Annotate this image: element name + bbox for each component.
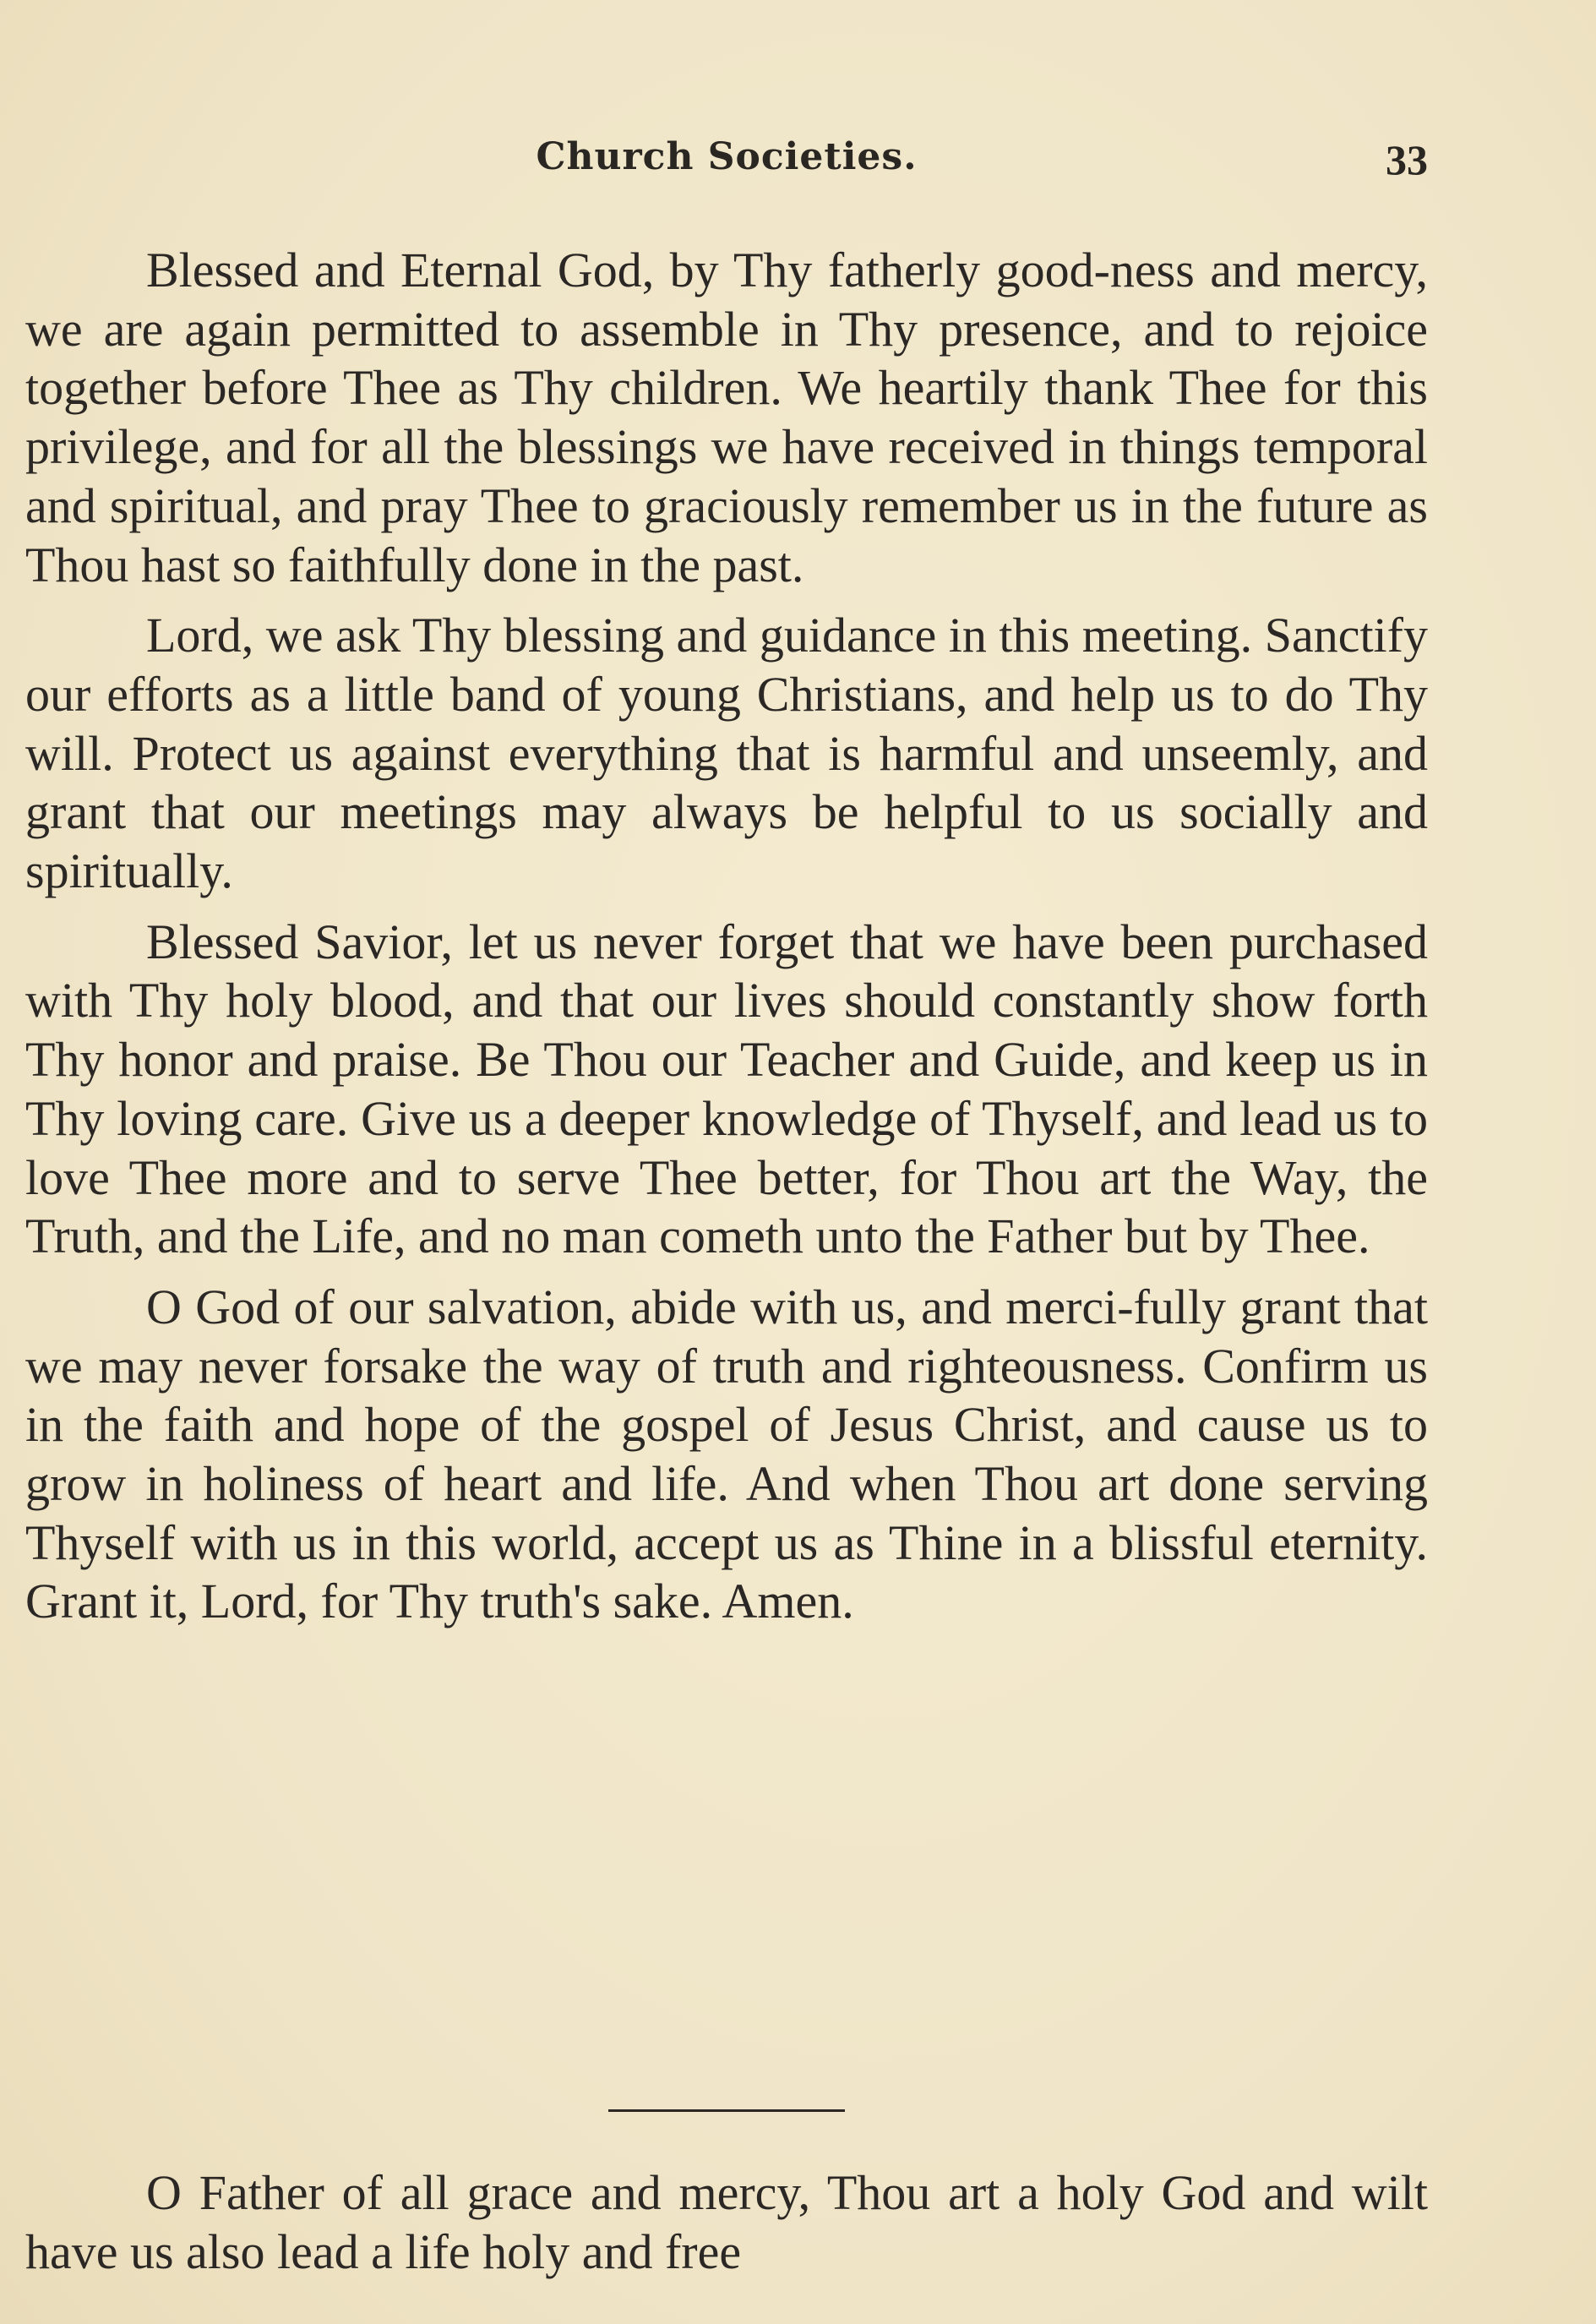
prayer-text-continued [25,2163,1428,2293]
running-head [25,135,1428,203]
prayer-text [25,241,1428,1643]
paragraph: Blessed Savior, let us never forget that we have been purchased with Thy holy blood, and that our lives should constantly show forth Thy honor and praise. Be Thou our Teacher and Guide, and keep us in Thy loving care. Give us a deeper knowledge of Thyself, and lead us to love Thee more and to serve Thee better, for Thou art the Way, the Truth, and the Life, and no man cometh unto the Father but by Thee. [25,914,1428,1264]
section-divider [608,2109,845,2112]
page-number: 33 [1386,136,1428,183]
running-title: Church Societies. [536,135,918,178]
paragraph: O Father of all grace and mercy, Thou art a holy God and wilt have us also lead a life holy and free [25,2165,1428,2279]
paragraph: Lord, we ask Thy blessing and guidance in this meeting. Sanctify our efforts as a little band of young Christians, and help us to do Thy will. Protect us against everything that is harmful and unseemly, and grant that our meetings may always be helpful to us socially and spiritually. [25,608,1428,899]
paragraph: O God of our salvation, abide with us, and merci-fully grant that we may never forsake the way of truth and righteousness. Confirm us in the faith and hope of the gospel of Jesus Christ, and cause us to grow in holiness of heart and life. And when Thou art done serving Thyself with us in this world, accept us as Thine in a blissful eternity. Grant it, Lord, for Thy truth's sake. Amen. [25,1279,1428,1629]
paragraph: Blessed and Eternal God, by Thy fatherly good-ness and mercy, we are again permitted to assemble in Thy presence, and to rejoice together before Thee as Thy children. We heartily thank Thee for this privilege, and for all the blessings we have received in things temporal and spiritual, and pray Thee to graciously remember us in the future as Thou hast so faithfully done in the past. [25,243,1428,592]
